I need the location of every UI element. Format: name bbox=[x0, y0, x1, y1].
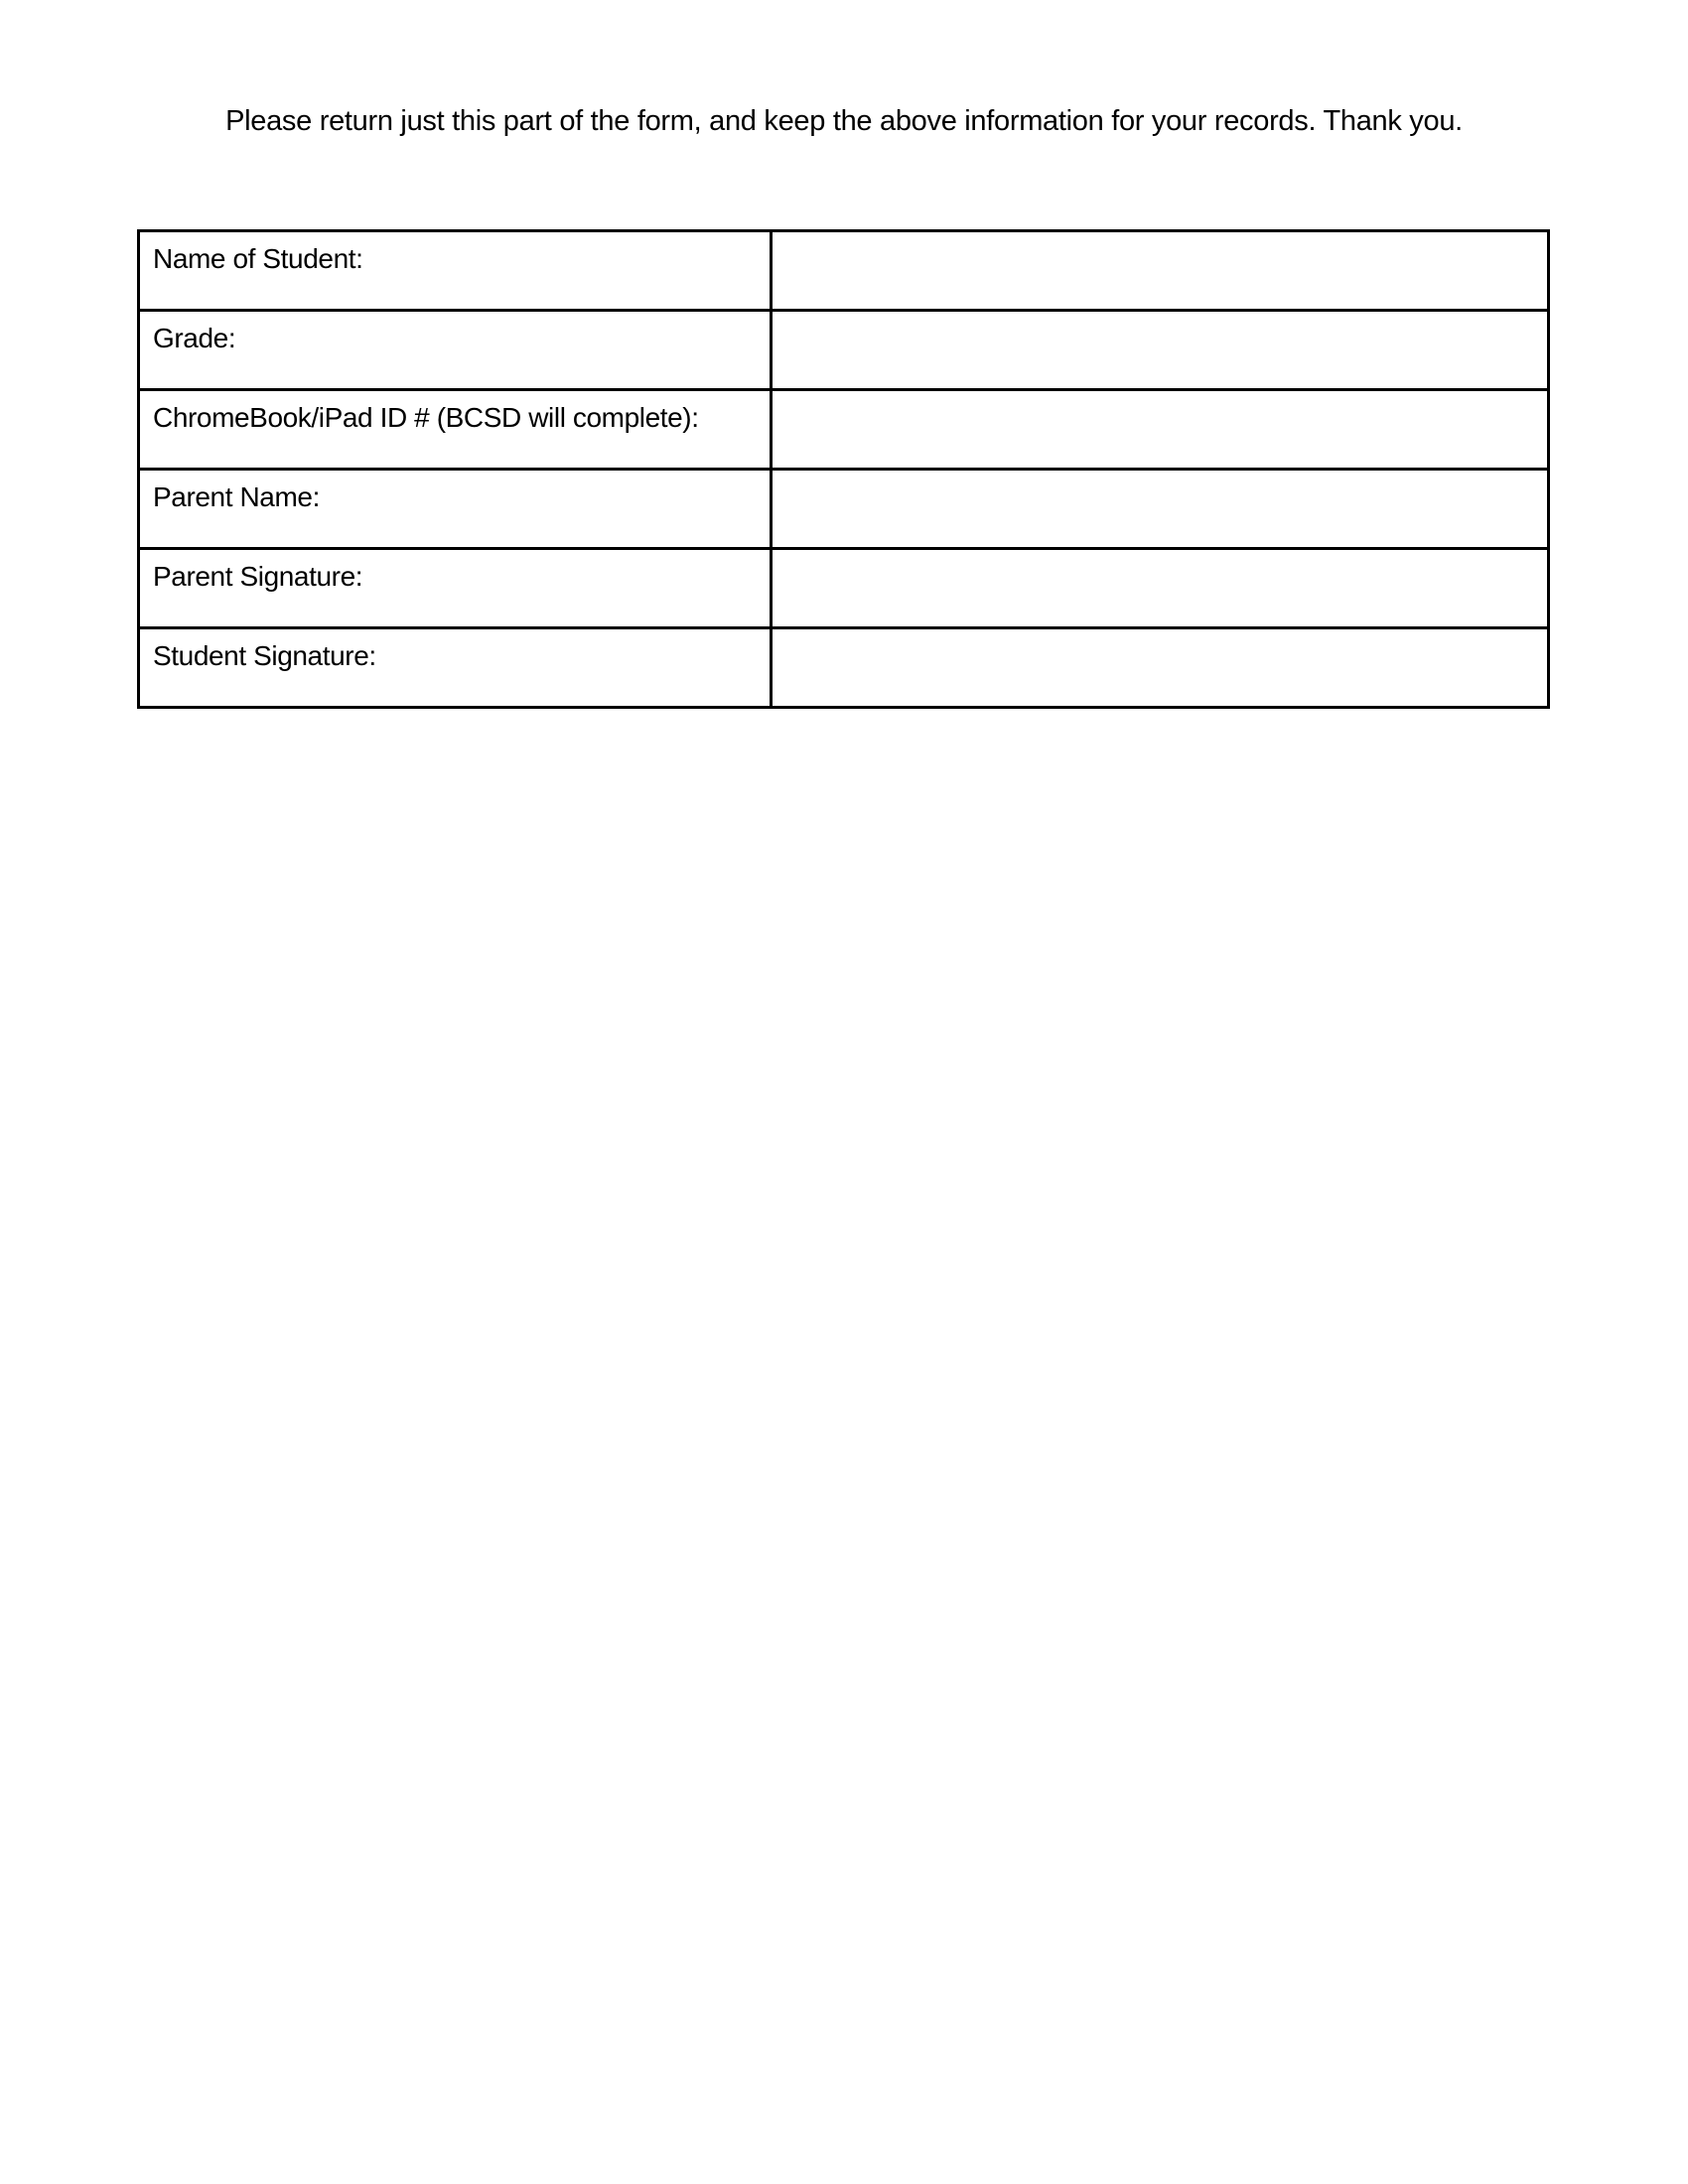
parent-name-cell[interactable] bbox=[772, 470, 1549, 549]
form-row-grade bbox=[139, 311, 1549, 390]
form-row-student-name bbox=[139, 231, 1549, 311]
device-id-label: ChromeBook/iPad ID # (BCSD will complete): bbox=[139, 390, 772, 470]
grade-label: Grade: bbox=[139, 311, 772, 390]
parent-signature-cell[interactable] bbox=[772, 549, 1549, 628]
student-signature-field[interactable] bbox=[773, 629, 1547, 706]
parent-signature-field[interactable] bbox=[773, 550, 1547, 626]
parent-name-label: Parent Name: bbox=[139, 470, 772, 549]
device-id-cell[interactable] bbox=[772, 390, 1549, 470]
student-name-field[interactable] bbox=[773, 232, 1547, 309]
form-row-student-signature bbox=[139, 628, 1549, 708]
grade-field[interactable] bbox=[773, 312, 1547, 388]
student-name-label: Name of Student: bbox=[139, 231, 772, 311]
form-row-device-id bbox=[139, 390, 1549, 470]
return-form-table bbox=[137, 229, 1550, 709]
student-signature-label: Student Signature: bbox=[139, 628, 772, 708]
student-signature-cell[interactable] bbox=[772, 628, 1549, 708]
parent-name-field[interactable] bbox=[773, 471, 1547, 547]
grade-cell[interactable] bbox=[772, 311, 1549, 390]
device-id-field[interactable] bbox=[773, 391, 1547, 468]
return-instruction-text: Please return just this part of the form, and keep the above information for your records. Thank you. bbox=[225, 105, 1463, 137]
parent-signature-label: Parent Signature: bbox=[139, 549, 772, 628]
form-row-parent-name bbox=[139, 470, 1549, 549]
student-name-cell[interactable] bbox=[772, 231, 1549, 311]
form-row-parent-signature bbox=[139, 549, 1549, 628]
